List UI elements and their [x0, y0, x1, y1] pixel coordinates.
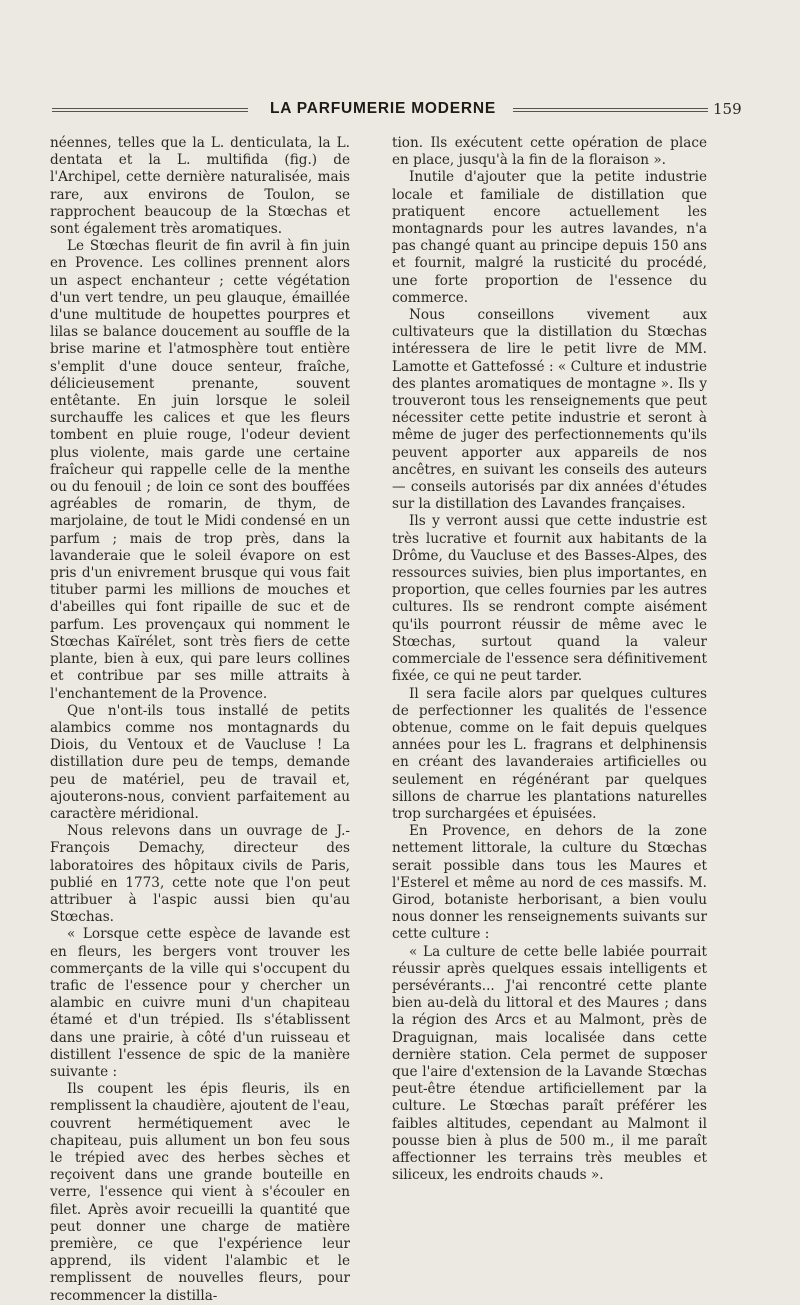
paragraph: « La culture de cette belle labiée pourrait réussir après quelques essais intelligents et persévérants... J'ai rencontré cette plante bien au-delà du littoral et des Maures ; dans la région des Arcs et au Malmont, près de Draguignan, mais localisée dans cette dernière station. Cela permet de supposer que l'aire d'extension de la Lavande Stœchas peut-être étendue artificiellement par la culture. Le Stœchas paraît préférer les faibles altitudes, cependant au Malmont il pousse bien à plus de 500 m., il me paraît affectionner les terrains très meubles et siliceux, les endroits chauds ».: [392, 943, 707, 1184]
paragraph: tion. Ils exécutent cette opération de place en place, jusqu'à la fin de la floraison ».: [392, 135, 707, 169]
paragraph: Nous conseillons vivement aux cultivateurs que la distillation du Stœchas intéressera de lire le petit livre de MM. Lamotte et Gattefossé : « Culture et industrie des plantes aromatiques de montagne ». Ils y trouveront tous les renseignements que peut nécessiter cette petite industrie et seront à même de juger des perfectionnements qu'ils peuvent apporter aux appareils de nos ancêtres, en suivant les conseils des auteurs — conseils autorisés par dix années d'études sur la distillation des Lavandes françaises.: [392, 307, 707, 513]
paragraph: néennes, telles que la L. denticulata, la L. dentata et la L. multifida (fig.) de l'Archipel, cette dernière naturalisée, mais rare, aux environs de Toulon, se rapprochent beaucoup de la Stœchas et sont également très aromatiques.: [50, 135, 350, 238]
left-column: [50, 135, 350, 1305]
paragraph: Inutile d'ajouter que la petite industrie locale et familiale de distillation que pratiquent encore actuellement les montagnards pour les autres lavandes, n'a pas changé quant au principe depuis 150 ans et fournit, malgré la rusticité du procédé, une forte proportion de l'essence du commerce.: [392, 169, 707, 306]
paragraph: « Lorsque cette espèce de lavande est en fleurs, les bergers vont trouver les commerçants de la ville qui s'occupent du trafic de l'essence pour y chercher un alambic en cuivre muni d'un chapiteau étamé et d'un trépied. Ils s'établissent dans une prairie, à côté d'un ruisseau et distillent l'essence de spic de la manière suivante :: [50, 926, 350, 1080]
paragraph: Ils y verront aussi que cette industrie est très lucrative et fournit aux habitants de la Drôme, du Vaucluse et des Basses-Alpes, des ressources suivies, bien plus importantes, en proportion, que celles fournies par les autres cultures. Ils se rendront compte aisément qu'ils pourront réussir de même avec le Stœchas, surtout quand la valeur commerciale de l'essence sera définitivement fixée, ce qui ne peut tarder.: [392, 513, 707, 685]
paragraph: Que n'ont-ils tous installé de petits alambics comme nos montagnards du Diois, du Ventoux et de Vaucluse ! La distillation dure peu de temps, demande peu de matériel, peu de travail et, ajouterons-nous, convient parfaitement au caractère méridional.: [50, 702, 350, 822]
header-rule-left: [52, 108, 248, 112]
running-header: [48, 98, 753, 122]
journal-title: LA PARFUMERIE MODERNE: [269, 100, 497, 117]
header-rule-right: [513, 108, 708, 112]
paragraph: Nous relevons dans un ouvrage de J.-François Demachy, directeur des laboratoires des hôpitaux civils de Paris, publié en 1773, cette note que l'on peut attribuer à l'aspic aussi bien qu'au Stœchas.: [50, 823, 350, 926]
page-number: 159: [713, 100, 742, 118]
right-column: [392, 135, 707, 1184]
paragraph: Le Stœchas fleurit de fin avril à fin juin en Provence. Les collines prennent alors un aspect enchanteur ; cette végétation d'un vert tendre, un peu glauque, émaillée d'une multitude de houpettes pourpres et lilas se balance doucement au souffle de la brise marine et l'atmosphère tout entière s'emplit d'une douce senteur, fraîche, délicieusement prenante, souvent entêtante. En juin lorsque le soleil surchauffe les calices et que les fleurs tombent en pluie rouge, l'odeur devient plus violente, mais garde une certaine fraîcheur qui rappelle celle de la menthe ou du fenouil ; de loin ce sont des bouffées agréables de romarin, de thym, de marjolaine, de tout le Midi condensé en un parfum ; mais de trop près, dans la lavanderaie que le soleil évapore on est pris d'un enivrement brusque qui vous fait tituber parmi les millions de mouches et d'abeilles qui font ripaille de suc et de parfum. Les provençaux qui nomment le Stœchas Kaïrélet, sont très fiers de cette plante, bien à eux, qui pare leurs collines et contribue par ses mille attraits à l'enchantement de la Provence.: [50, 238, 350, 702]
paragraph: Ils coupent les épis fleuris, ils en remplissent la chaudière, ajoutent de l'eau, couvrent hermétiquement avec le chapiteau, puis allument un bon feu sous le trépied avec des herbes sèches et reçoivent dans une grande bouteille en verre, l'essence qui vient à s'écouler en filet. Après avoir recueilli la quantité que peut donner une charge de matière première, ce que l'expérience leur apprend, ils vident l'alambic et le remplissent de nouvelles fleurs, pour recommencer la distilla-: [50, 1081, 350, 1304]
paragraph: En Provence, en dehors de la zone nettement littorale, la culture du Stœchas serait possible dans tous les Maures et l'Esterel et même au nord de ces massifs. M. Girod, botaniste herborisant, a bien voulu nous donner les renseignements suivants sur cette culture :: [392, 823, 707, 943]
paragraph: Il sera facile alors par quelques cultures de perfectionner les qualités de l'essence obtenue, comme on le fait depuis quelques années pour les L. fragrans et delphinensis en créant des lavanderaies artificielles ou seulement en régénérant par quelques sillons de charrue les plantations naturelles trop surchargées et épuisées.: [392, 685, 707, 822]
